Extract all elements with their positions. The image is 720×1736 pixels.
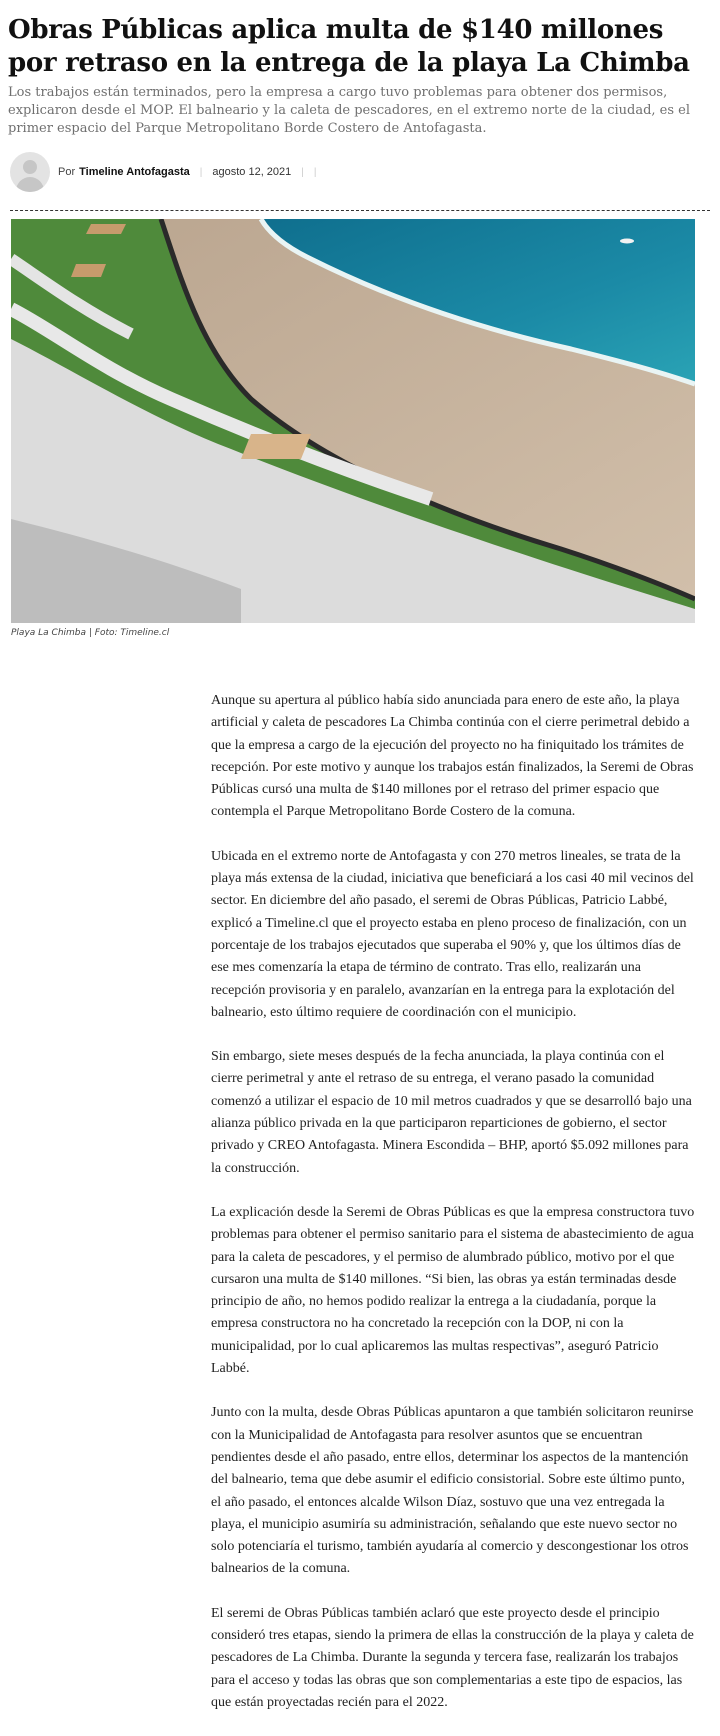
image-caption: Playa La Chimba | Foto: Timeline.cl bbox=[11, 628, 170, 638]
publish-date: agosto 12, 2021 bbox=[212, 166, 292, 178]
byline-separator: | bbox=[199, 166, 203, 178]
article-paragraph: El seremi de Obras Públicas también aclaró que este proyecto desde el principio consideró tres etapas, siendo la primera de ellas la construcción de la playa y caleta de pescadores de La Chimba. Durante la segunda y tercera fase, realizarán los trabajos para el acceso y todas las obras que son complementarias a este tipo de espacios, las que están proyectadas recién para el 2022. bbox=[211, 1605, 694, 1710]
author-avatar[interactable] bbox=[10, 152, 50, 192]
byline-separator-2: | bbox=[301, 166, 304, 178]
byline bbox=[10, 152, 327, 192]
shade-pavilion bbox=[241, 434, 311, 459]
hero-image bbox=[11, 219, 695, 623]
header-divider bbox=[10, 210, 710, 211]
article-paragraph: Aunque su apertura al público había sido anunciada para enero de este año, la playa artificial y caleta de pescadores La Chimba continúa con el cierre perimetral debido a que la empresa a cargo de la ejecución del proyecto no ha finiquitado los trámites de recepción. Por este motivo y aunque los trabajos están finalizados, la Seremi de Obras Públicas cursó una multa de $140 millones por el retraso del primer espacio que contempla el Parque Metropolitano Borde Costero de la comuna. bbox=[211, 693, 694, 820]
byline-prefix: Por bbox=[58, 166, 76, 178]
article-body bbox=[211, 690, 697, 1736]
article-paragraph: Ubicada en el extremo norte de Antofagasta y con 270 metros lineales, se trata de la playa más extensa de la ciudad, iniciativa que beneficiará a los casi 40 mil vecinos del sector. En diciembre del año pasado, el seremi de Obras Públicas, Patricio Labbé, explicó a Timeline.cl que el proyecto estaba en pleno proceso de finalización, con un porcentaje de los trabajos ejecutados que superaba el 90% y, que los últimos días de ese mes comenzaría la etapa de término de contrato. Tras ello, realizarán una recepción provisoria y en paralelo, avanzarían en la entrega para la explotación del balneario, esto último requiere de coordinación con el municipio. bbox=[211, 848, 694, 1020]
author-link[interactable]: Timeline Antofagasta bbox=[79, 166, 190, 178]
beach-aerial-illustration bbox=[11, 219, 695, 623]
article-dek: Los trabajos están terminados, pero la empresa a cargo tuvo problemas para obtener dos permisos, explicaron desde el MOP. El balneario y la caleta de pescadores, en el extremo norte de la ciudad, es el primer espacio del Parque Metropolitano Borde Costero de Antofagasta. bbox=[8, 85, 691, 136]
boat bbox=[620, 239, 634, 244]
upper-pavilion bbox=[71, 264, 106, 277]
byline-separator-3: | bbox=[313, 166, 317, 178]
article-paragraph: Sin embargo, siete meses después de la fecha anunciada, la playa continúa con el cierre perimetral y ante el retraso de su entrega, el verano pasado la comunidad comenzó a utilizar el espacio de 10 mil metros cuadrados y que se desarrolló bajo una alianza público privada en la que participaron reparticiones de gobierno, el sector privado y CREO Antofagasta. Minera Escondida – BHP, aportó $5.092 millones para la construcción. bbox=[211, 1049, 692, 1176]
top-pavilion bbox=[86, 224, 126, 234]
article-headline: Obras Públicas aplica multa de $140 millones por retraso en la entrega de la playa La Chimba bbox=[8, 15, 690, 78]
article-paragraph: La explicación desde la Seremi de Obras Públicas es que la empresa constructora tuvo problemas para obtener el permiso sanitario para el sistema de abastecimiento de agua para la caleta de pescadores, y el permiso de alumbrado público, motivo por el que cursaron una multa de $140 millones. “Si bien, las obras ya están terminadas desde principio de año, no hemos podido realizar la entrega a la ciudadanía, porque la empresa constructora no ha concretado la recepción con la DOP, ni con la municipalidad, por lo cual aplicaremos las multas respectivas”, aseguró Patricio Labbé. bbox=[211, 1204, 695, 1377]
article-paragraph: Junto con la multa, desde Obras Públicas apuntaron a que también solicitaron reunirse con la Municipalidad de Antofagasta para resolver asuntos que se encuentran pendientes desde el año pasado, entre ellos, determinar los aspectos de la mantención del balneario, tema que debe asumir el edificio consistorial. Sobre este último punto, el año pasado, el entonces alcalde Wilson Díaz, sostuvo que una vez entregada la playa, el municipio asumiría su administración, señalando que este nuevo sector no solo potenciaría el turismo, también ayudaría al comercio y descongestionar los otros balnearios de la comuna. bbox=[211, 1405, 694, 1577]
